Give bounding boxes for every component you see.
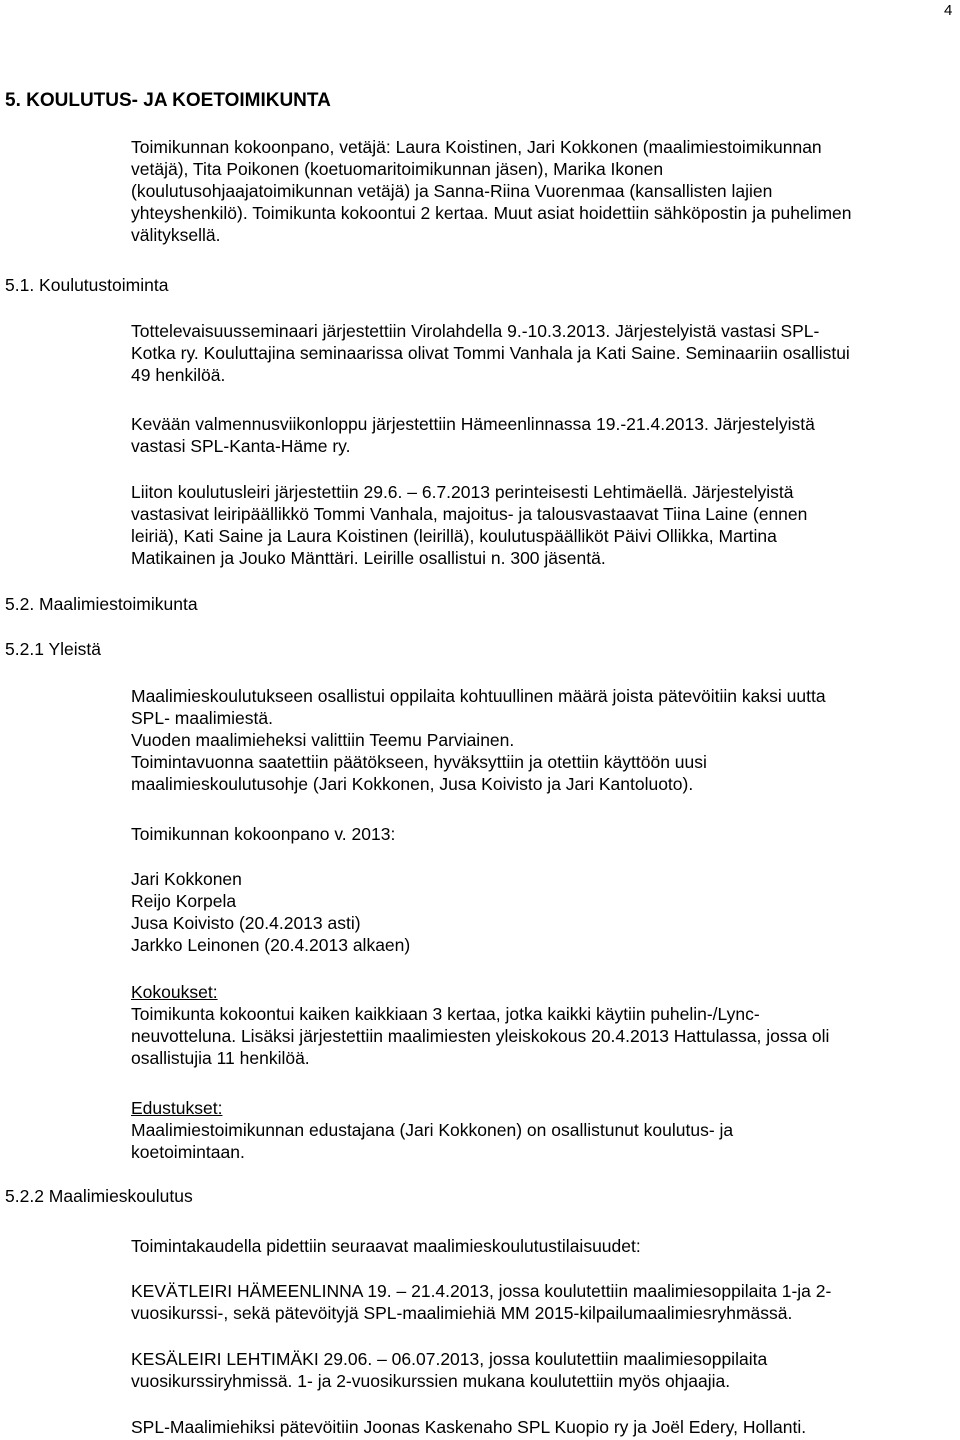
text-line: maalimieskoulutusohje (Jari Kokkonen, Jusa Koivisto ja Jari Kantoluoto). — [131, 774, 694, 794]
text-line: koetoimintaan. — [131, 1142, 245, 1162]
section-heading: 5. KOULUTUS- JA KOETOIMIKUNTA — [5, 90, 331, 111]
text-line: Tottelevaisuusseminaari järjestettiin Virolahdella 9.-10.3.2013. Järjestelyistä vastasi SPL- — [131, 321, 820, 341]
representation-section — [131, 1097, 733, 1163]
text-line: Toimikunnan kokoonpano, vetäjä: Laura Koistinen, Jari Kokkonen (maalimiestoimikunnan — [131, 137, 822, 157]
text-line: Toimikunta kokoontui kaiken kaikkiaan 3 kertaa, jotka kaikki käytiin puhelin-/Lync- — [131, 1004, 760, 1024]
list-item: Jarkko Leinonen (20.4.2013 alkaen) — [131, 935, 411, 955]
committee-member-list — [131, 868, 410, 956]
seminar-paragraph — [131, 320, 850, 386]
page-number: 4 — [944, 2, 953, 19]
text-line: 49 henkilöä. — [131, 365, 226, 385]
meetings-section — [131, 981, 829, 1069]
text-line: Vuoden maalimieheksi valittiin Teemu Parviainen. — [131, 730, 515, 750]
list-item: Reijo Korpela — [131, 891, 237, 911]
text-line: vastasivat leiripäällikkö Tommi Vanhala, majoitus- ja talousvastaavat Tiina Laine (ennen — [131, 504, 808, 524]
subsection-heading-maalimiestoimikunta: 5.2. Maalimiestoimikunta — [5, 594, 198, 614]
text-line: Toimintavuonna saatettiin päätökseen, hyväksyttiin ja otettiin käyttöön uusi — [131, 752, 707, 772]
text-line: Kevään valmennusviikonloppu järjestettiin Hämeenlinnassa 19.-21.4.2013. Järjestelyistä — [131, 414, 815, 434]
text-line: vuosikurssi-, sekä pätevöityjä SPL-maalimiehiä MM 2015-kilpailumaalimiesryhmässä. — [131, 1303, 793, 1323]
text-line: vastasi SPL-Kanta-Häme ry. — [131, 436, 351, 456]
text-line: KEVÄTLEIRI HÄMEENLINNA 19. – 21.4.2013, jossa koulutettiin maalimiesoppilaita 1-ja 2- — [131, 1281, 832, 1301]
text-line: neuvotteluna. Lisäksi järjestettiin maalimiesten yleiskokous 20.4.2013 Hattulassa, jossa oli — [131, 1026, 830, 1046]
text-line: osallistujia 11 henkilöä. — [131, 1048, 310, 1068]
representation-label: Edustukset: — [131, 1098, 223, 1118]
intro-paragraph — [131, 136, 852, 246]
text-line: (koulutusohjaajatoimikunnan vetäjä) ja Sanna-Riina Vuorenmaa (kansallisten lajien — [131, 181, 773, 201]
text-line: Maalimieskoulutukseen osallistui oppilaita kohtuullinen määrä joista pätevöitiin kaksi uutta — [131, 686, 826, 706]
training-camp-paragraph — [131, 481, 807, 569]
list-item: Jusa Koivisto (20.4.2013 asti) — [131, 913, 361, 933]
text-line: yhteyshenkilö). Toimikunta kokoontui 2 kertaa. Muut asiat hoidettiin sähköpostin ja puhelimen — [131, 203, 852, 223]
list-item: Jari Kokkonen — [131, 869, 242, 889]
training-events-intro: Toimintakaudella pidettiin seuraavat maalimieskoulutustilaisuudet: — [131, 1236, 641, 1256]
text-line: Maalimiestoimikunnan edustajana (Jari Kokkonen) on osallistunut koulutus- ja — [131, 1120, 734, 1140]
text-line: Matikainen ja Jouko Mänttäri. Leirille osallistui n. 300 jäsentä. — [131, 548, 606, 568]
subsection-heading-maalimieskoulutus: 5.2.2 Maalimieskoulutus — [5, 1186, 193, 1206]
summer-camp-paragraph — [131, 1348, 767, 1392]
subsection-heading-yleista: 5.2.1 Yleistä — [5, 639, 101, 659]
text-line: välityksellä. — [131, 225, 221, 245]
committee-composition-title: Toimikunnan kokoonpano v. 2013: — [131, 824, 396, 844]
spring-camp-paragraph — [131, 1280, 831, 1324]
spring-weekend-paragraph — [131, 413, 815, 457]
text-line: Kotka ry. Kouluttajina seminaarissa olivat Tommi Vanhala ja Kati Saine. Seminaariin osallistui — [131, 343, 850, 363]
text-line: SPL- maalimiestä. — [131, 708, 273, 728]
text-line: KESÄLEIRI LEHTIMÄKI 29.06. – 06.07.2013, jossa koulutettiin maalimiesoppilaita — [131, 1349, 768, 1369]
subsection-heading-koulutustoiminta: 5.1. Koulutustoiminta — [5, 275, 169, 295]
meetings-label: Kokoukset: — [131, 982, 218, 1002]
general-paragraph — [131, 685, 826, 795]
text-line: Liiton koulutusleiri järjestettiin 29.6. – 6.7.2013 perinteisesti Lehtimäellä. Järjestelyistä — [131, 482, 794, 502]
qualified-targetmen-line: SPL-Maalimiehiksi pätevöitiin Joonas Kaskenaho SPL Kuopio ry ja Joël Edery, Hollanti. — [131, 1417, 807, 1437]
text-line: vetäjä), Tita Poikonen (koetuomaritoimikunnan jäsen), Marika Ikonen — [131, 159, 664, 179]
text-line: vuosikurssiryhmissä. 1- ja 2-vuosikurssien mukana koulutettiin myös ohjaajia. — [131, 1371, 731, 1391]
text-line: leiriä), Kati Saine ja Laura Koistinen (leirillä), koulutuspäälliköt Päivi Ollikka, Martina — [131, 526, 777, 546]
